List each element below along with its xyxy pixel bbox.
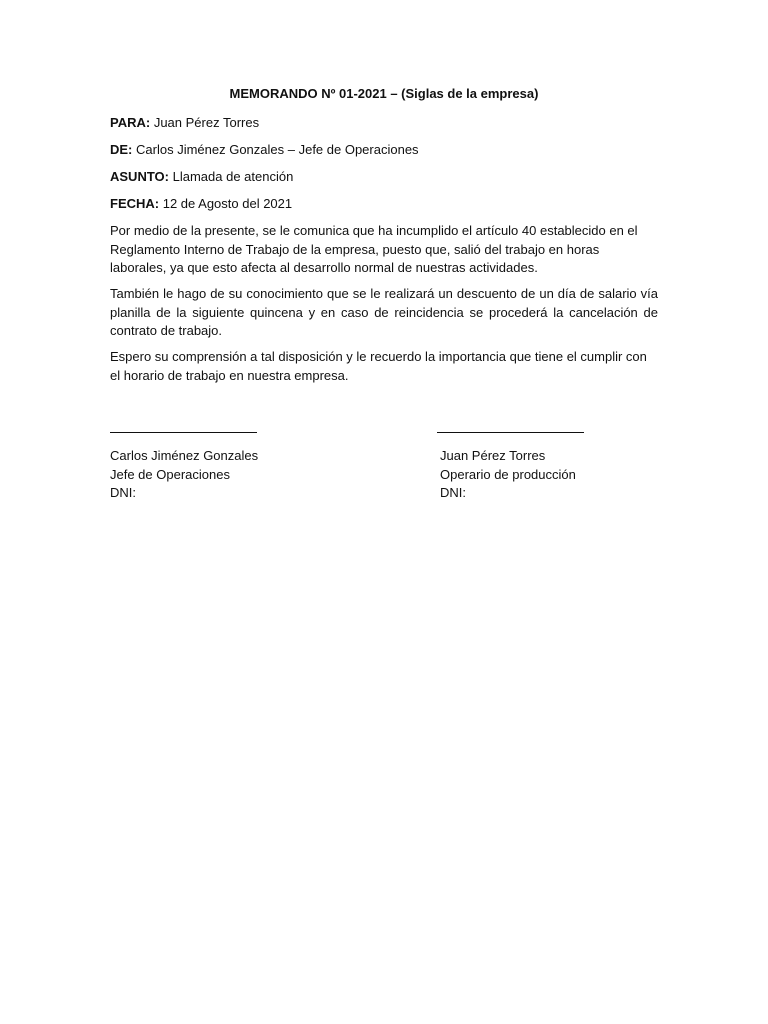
signature-block-right — [440, 447, 576, 503]
signature-line-left — [110, 432, 257, 433]
fecha-value: 12 de Agosto del 2021 — [162, 196, 293, 211]
signature-position-right: Operario de producción — [440, 466, 576, 482]
memo-title: MEMORANDO Nº 01-2021 – (Siglas de la empresa) — [229, 86, 539, 101]
signature-block-left — [110, 447, 258, 503]
signature-dni-left: DNI: — [110, 485, 136, 500]
signature-position-left: Jefe de Operaciones — [110, 466, 230, 482]
fecha-label: FECHA: — [110, 196, 160, 211]
signature-name-left: Carlos Jiménez Gonzales — [110, 448, 259, 463]
body-paragraph-2: También le hago de su conocimiento que se le realizará un descuento de un día de salario vía planilla de la siguiente quincena y en caso de reincidencia se procederá la cancelación de contrato de trabajo. — [110, 286, 658, 338]
body-paragraph-1: Por medio de la presente, se le comunica que ha incumplido el artículo 40 establecido en el Reglamento Interno de Trabajo de la empresa, puesto que, salió del trabajo en horas laborales, ya que esto afecta al desarrollo normal de nuestras actividades. — [110, 223, 638, 275]
asunto-value: Llamada de atención — [172, 169, 294, 184]
signature-dni-right: DNI: — [440, 485, 466, 500]
asunto-label: ASUNTO: — [110, 169, 169, 184]
signature-line-right — [437, 432, 584, 433]
fecha-field — [110, 196, 292, 211]
signature-name-right: Juan Pérez Torres — [440, 448, 546, 463]
de-value: Carlos Jiménez Gonzales – Jefe de Operaciones — [136, 142, 419, 157]
para-label: PARA: — [110, 115, 151, 130]
asunto-field — [110, 169, 293, 184]
de-label: DE: — [110, 142, 133, 157]
para-value: Juan Pérez Torres — [153, 115, 260, 130]
de-field — [110, 142, 419, 157]
body-paragraph-3: Espero su comprensión a tal disposición y le recuerdo la importancia que tiene el cumplir con el horario de trabajo en nuestra empresa. — [110, 349, 647, 383]
para-field — [110, 115, 259, 130]
